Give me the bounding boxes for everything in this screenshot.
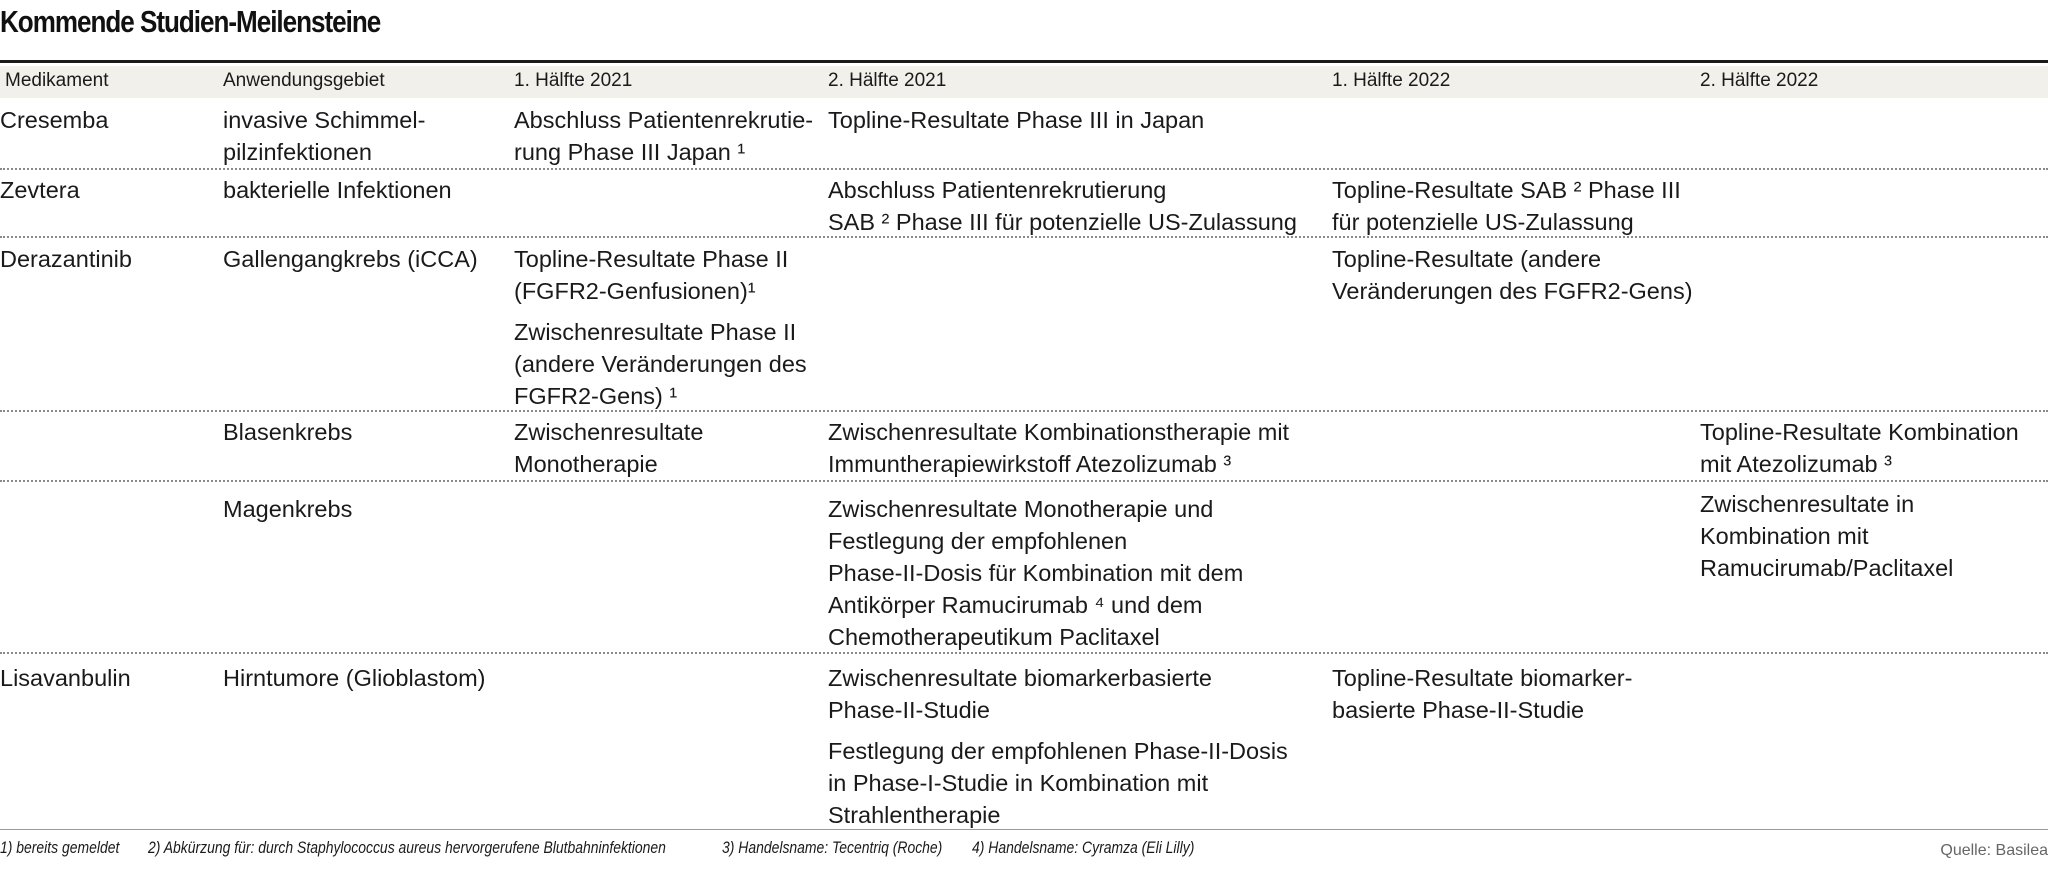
page-title: Kommende Studien-Meilensteine [0, 4, 381, 39]
cell-h2-2021: Zwischenresultate Monotherapie und Festlegung der empfohlenen Phase-II-Dosis für Kombination mit dem Antikörper Ramucirumab ⁴ und dem Chemotherapeutikum Paclitaxel [828, 496, 1244, 650]
footnote-4: 4) Handelsname: Cyramza (Eli Lilly) [972, 838, 1195, 857]
row-separator [0, 168, 2048, 170]
header-medikament: Medikament [5, 70, 109, 91]
cell-medikament: Cresemba [0, 107, 109, 133]
header-h2-2022: 2. Hälfte 2022 [1700, 70, 1819, 91]
cell-h2-2021: Abschluss Patientenrekrutierung SAB ² Phase III für potenzielle US-Zulassung [828, 177, 1297, 235]
footnote-2: 2) Abkürzung für: durch Staphylococcus aureus hervorgerufene Blutbahninfektionen [148, 838, 666, 857]
footnote-1: 1) bereits gemeldet [0, 838, 120, 857]
footnote-3: 3) Handelsname: Tecentriq (Roche) [722, 838, 943, 857]
title-rule [0, 60, 2048, 63]
footer-rule [0, 829, 2048, 830]
cell-h2-2021: Zwischenresultate Kombinationstherapie mit Immuntherapiewirkstoff Atezolizumab ³ [828, 419, 1290, 477]
cell-h2-2021: Zwischenresultate biomarkerbasierte Phase-II-Studie [828, 665, 1212, 723]
header-h2-2021: 2. Hälfte 2021 [828, 70, 947, 91]
cell-anwendungsgebiet: Magenkrebs [223, 496, 353, 522]
cell-h2-2021: Topline-Resultate Phase III in Japan [828, 107, 1205, 133]
row-separator [0, 236, 2048, 238]
cell-h2-2022: Zwischenresultate in Kombination mit Ramucirumab/Paclitaxel [1700, 491, 1954, 581]
cell-h1-2022: Topline-Resultate biomarker- basierte Phase-II-Studie [1332, 665, 1633, 723]
cell-anwendungsgebiet: Gallengangkrebs (iCCA) [223, 246, 478, 272]
cell-medikament: Derazantinib [0, 246, 132, 272]
cell-anwendungsgebiet: Blasenkrebs [223, 419, 353, 445]
header-h1-2021: 1. Hälfte 2021 [514, 70, 633, 91]
cell-h1-2021-extra: Zwischenresultate Phase II (andere Veränderungen des FGFR2-Gens) ¹ [514, 319, 807, 409]
source-note: Quelle: Basilea [1940, 842, 2048, 859]
cell-h2-2021-extra: Festlegung der empfohlenen Phase-II-Dosis in Phase-I-Studie in Kombination mit Strahlentherapie [828, 738, 1288, 828]
cell-h1-2021: Abschluss Patientenrekrutie- rung Phase III Japan ¹ [514, 107, 814, 165]
row-separator [0, 410, 2048, 412]
cell-h1-2022: Topline-Resultate (andere Veränderungen des FGFR2-Gens) [1332, 246, 1693, 304]
cell-anwendungsgebiet: invasive Schimmel- pilzinfektionen [223, 107, 426, 165]
cell-medikament: Lisavanbulin [0, 665, 131, 691]
cell-anwendungsgebiet: bakterielle Infektionen [223, 177, 452, 203]
cell-h1-2022: Topline-Resultate SAB ² Phase III für potenzielle US-Zulassung [1332, 177, 1681, 235]
cell-h1-2021: Zwischenresultate Monotherapie [514, 419, 704, 477]
cell-h1-2021: Topline-Resultate Phase II (FGFR2-Genfusionen)¹ [514, 246, 789, 304]
row-separator [0, 652, 2048, 654]
cell-medikament: Zevtera [0, 177, 80, 203]
header-anwendungsgebiet: Anwendungsgebiet [223, 70, 385, 91]
cell-anwendungsgebiet: Hirntumore (Glioblastom) [223, 665, 486, 691]
header-h1-2022: 1. Hälfte 2022 [1332, 70, 1451, 91]
row-separator [0, 480, 2048, 482]
cell-h2-2022: Topline-Resultate Kombination mit Atezolizumab ³ [1700, 419, 2019, 477]
